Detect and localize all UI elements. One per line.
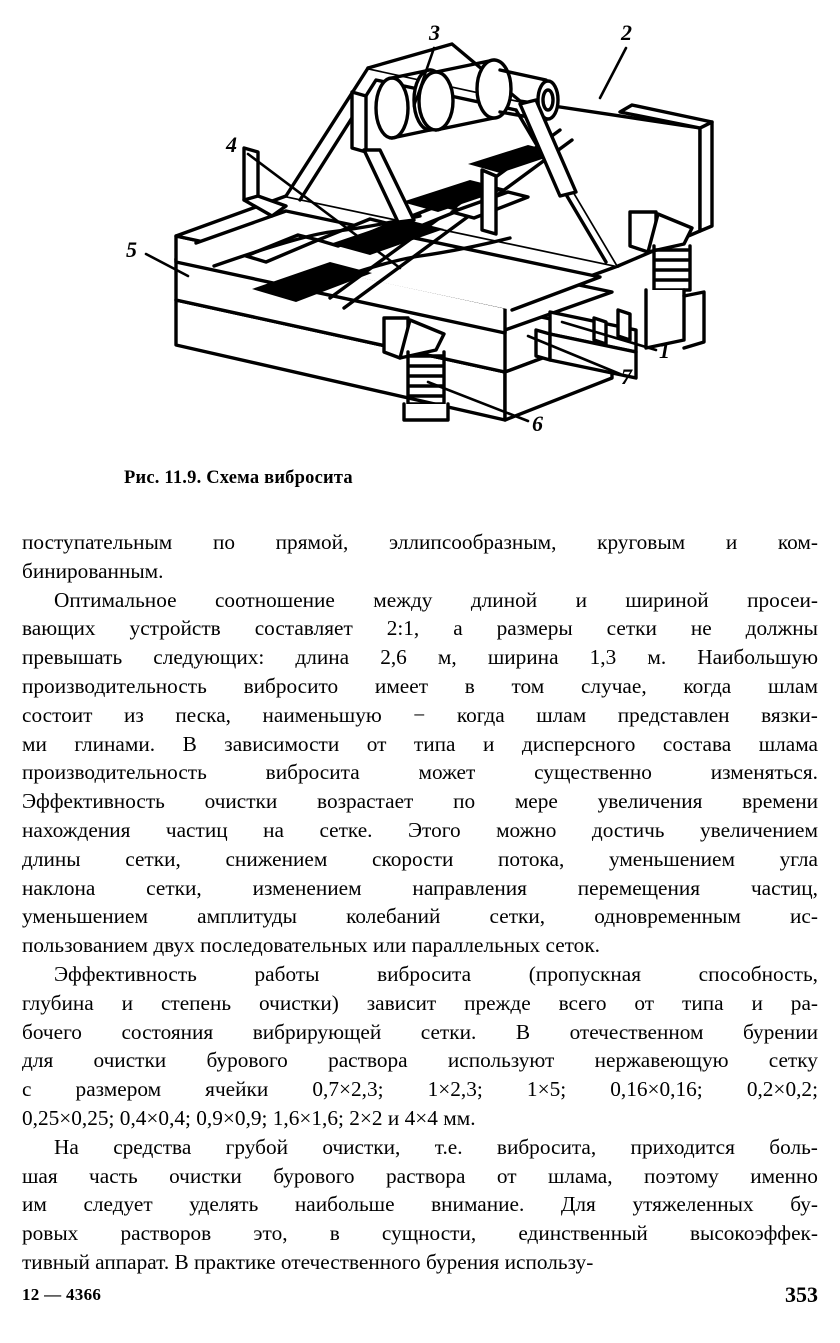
figure-callout-1: 1 <box>659 338 670 363</box>
text-line: для очистки бурового раствора используют нержавеющую сетку <box>22 1048 818 1073</box>
text-line: производительность вибросита может существенно изменяться. <box>22 760 818 785</box>
text-line: ровых растворов это, в сущности, единственный высокоэффек- <box>22 1221 818 1246</box>
text-line: Оптимальное соотношение между длиной и шириной просеи- <box>54 587 818 612</box>
text-line: На средства грубой очистки, т.е. вибросита, приходится боль- <box>54 1134 818 1159</box>
figure-callout-3: 3 <box>429 20 440 45</box>
text-line: поступательным по прямой, эллипсообразным, круговым и ком- <box>22 530 818 554</box>
paragraph <box>22 960 818 1133</box>
text-line: состоит из песка, наименьшую − когда шлам представлен вязки- <box>22 702 818 727</box>
text-line: Эффективность работы вибросита (пропускная способность, <box>54 961 818 986</box>
text-line: бочего состояния вибрирующей сетки. В отечественном бурении <box>22 1019 818 1044</box>
text-line: 0,25×0,25; 0,4×0,4; 0,9×0,9; 1,6×1,6; 2×2 и 4×4 мм. <box>22 1105 476 1130</box>
figure-callout-7: 7 <box>621 364 632 389</box>
text-line: вающих устройств составляет 2:1, а размеры сетки не должны <box>22 616 818 641</box>
page-number: 353 <box>785 1282 818 1307</box>
text-line: им следует уделять наибольше внимание. Для утяжеленных бу- <box>22 1192 818 1217</box>
text-line: шая часть очистки бурового раствора от шлама, поэтому именно <box>22 1163 818 1188</box>
text-line: пользованием двух последовательных или параллельных сеток. <box>22 933 600 958</box>
figure-callout-5: 5 <box>126 237 137 262</box>
text-line: Эффективность очистки возрастает по мере увеличения времени <box>22 789 818 814</box>
figure-callout-2: 2 <box>621 20 632 45</box>
text-line: ми глинами. В зависимости от типа и дисперсного состава шлама <box>22 731 818 756</box>
figure-caption: Рис. 11.9. Схема вибросита <box>124 468 353 488</box>
figure-callout-6: 6 <box>532 411 543 436</box>
figure-11-9 <box>0 0 840 460</box>
figure-callout-4: 4 <box>226 132 237 157</box>
paragraph <box>22 586 818 960</box>
text-line: длины сетки, снижением скорости потока, уменьшением угла <box>22 846 818 871</box>
text-line: тивный аппарат. В практике отечественного бурения использу- <box>22 1249 594 1274</box>
text-line: превышать следующих: длина 2,6 м, ширина 1,3 м. Наибольшую <box>22 645 818 670</box>
paragraph <box>22 528 818 586</box>
text-line: глубина и степень очистки) зависит прежде всего от типа и ра- <box>22 990 818 1015</box>
text-line: производительность вибросито имеет в том случае, когда шлам <box>22 673 818 698</box>
body-text <box>22 528 818 1277</box>
page-footer <box>22 1282 818 1315</box>
text-line: с размером ячейки 0,7×2,3; 1×2,3; 1×5; 0,16×0,16; 0,2×0,2; <box>22 1077 818 1102</box>
text-line: бинированным. <box>22 558 164 583</box>
vibrating-screen-diagram <box>0 0 840 460</box>
paragraph <box>22 1133 818 1277</box>
text-line: наклона сетки, изменением направления перемещения частиц, <box>22 875 818 900</box>
signature-mark: 12 — 4366 <box>22 1285 102 1304</box>
text-line: нахождения частиц на сетке. Этого можно достичь увеличением <box>22 817 818 842</box>
text-line: уменьшением амплитуды колебаний сетки, одновременным ис- <box>22 904 818 929</box>
